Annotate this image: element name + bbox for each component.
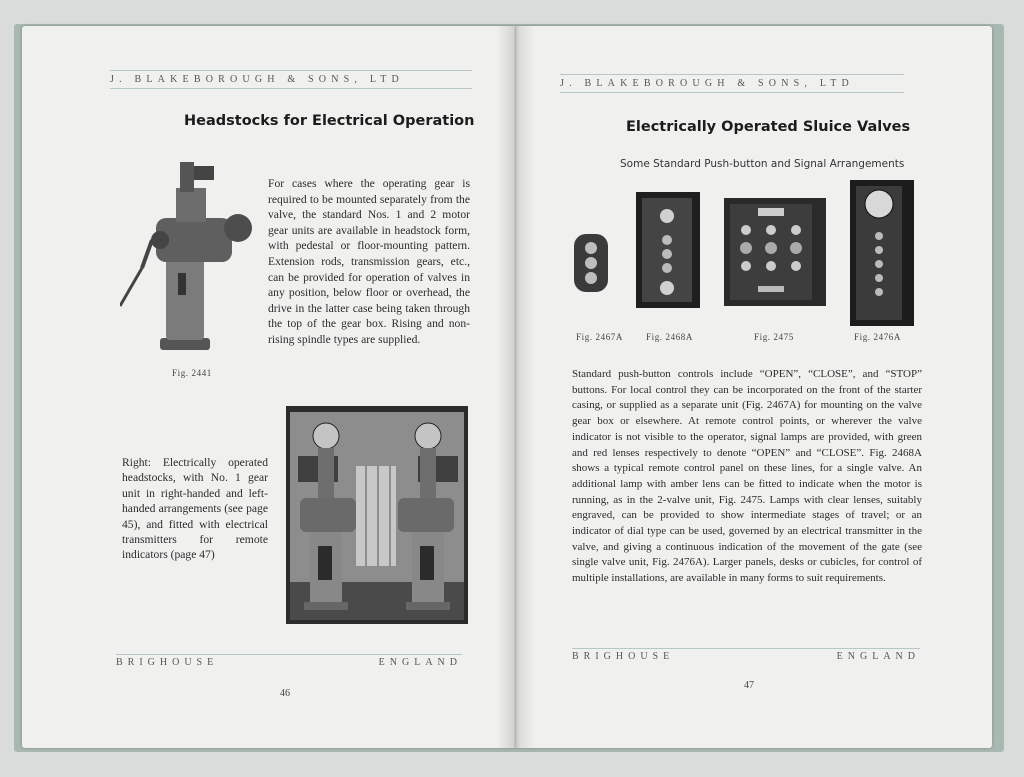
page-number: 46 xyxy=(280,688,290,699)
right-caption: Right: Electrically operated headstocks, with No. 1 gear unit in right-handed and left-handed arrangements (see page 45), and fitted with electrical transmitters for remote indicators (page 47) xyxy=(122,456,268,562)
figure-caption: Fig. 2467A xyxy=(576,332,624,342)
pushbutton-unit-photo xyxy=(572,232,610,294)
right-page xyxy=(516,26,992,748)
left-page xyxy=(22,26,516,748)
page-subtitle: Some Standard Push-button and Signal Arrangements xyxy=(620,158,905,170)
figure-caption: Fig. 2475 xyxy=(754,332,794,342)
running-footer xyxy=(572,648,920,662)
remote-panel-photo xyxy=(636,192,700,308)
running-header: J. BLAKEBOROUGH & SONS, LTD xyxy=(560,74,904,93)
running-footer xyxy=(116,654,462,668)
body-paragraph: Standard push-button controls include “OPEN”, “CLOSE”, and “STOP” buttons. For local control they can be incorporated on the front of the starter casing, or supplied as a separate unit (Fig. 2467A) for mounting on the valve gear box or elsewhere. At remote control points, or wherever the valve indicator is not visible to the operator, signal lamps are provided, with green and red lenses respectively to denote “OPEN” and “CLOSE”. Fig. 2468A shows a typical remote control panel on these lines, for a single valve. An additional lamp with amber lens can be fitted to indicate when the motor is running, as in the 2-valve unit, Fig. 2475. Lamps with clear lenses, suitably engraved, can be provided to show intermediate stages of travel; or an indicator of dial type can be used, governed by an electrical transmitter in the valve, and giving a continuous indication of the movement of the gate (see single valve unit, Fig. 2476A). Larger panels, desks or cubicles, for control of multiple installations, are available in many forms to suit requirements. xyxy=(572,368,922,585)
footer-left: BRIGHOUSE xyxy=(116,657,219,668)
intro-paragraph: For cases where the operating gear is required to be mounted separately from the valve, the standard Nos. 1 and 2 motor gear units are available in headstock form, with pedestal or floor-mounting pattern. Extension rods, transmission gears, etc., can be provided for operation of valves in any position, below floor or overhead, the drive in the latter case being taken through the top of the gear box. Rising and non-rising spindle types are supplied. xyxy=(268,177,470,346)
installation-photo xyxy=(286,406,468,624)
headstock-photo xyxy=(120,158,254,358)
page-number: 47 xyxy=(744,680,754,691)
figure-caption: Fig. 2476A xyxy=(854,332,902,342)
footer-left: BRIGHOUSE xyxy=(572,651,675,662)
dial-indicator-panel-photo xyxy=(850,180,914,326)
page-title: Headstocks for Electrical Operation xyxy=(184,113,475,129)
footer-right: ENGLAND xyxy=(836,651,920,662)
footer-right: ENGLAND xyxy=(378,657,462,668)
figure-caption: Fig. 2468A xyxy=(646,332,694,342)
running-header: J. BLAKEBOROUGH & SONS, LTD xyxy=(110,70,472,89)
two-valve-panel-photo xyxy=(724,198,826,306)
figure-caption: Fig. 2441 xyxy=(172,368,212,378)
page-title: Electrically Operated Sluice Valves xyxy=(626,119,911,135)
